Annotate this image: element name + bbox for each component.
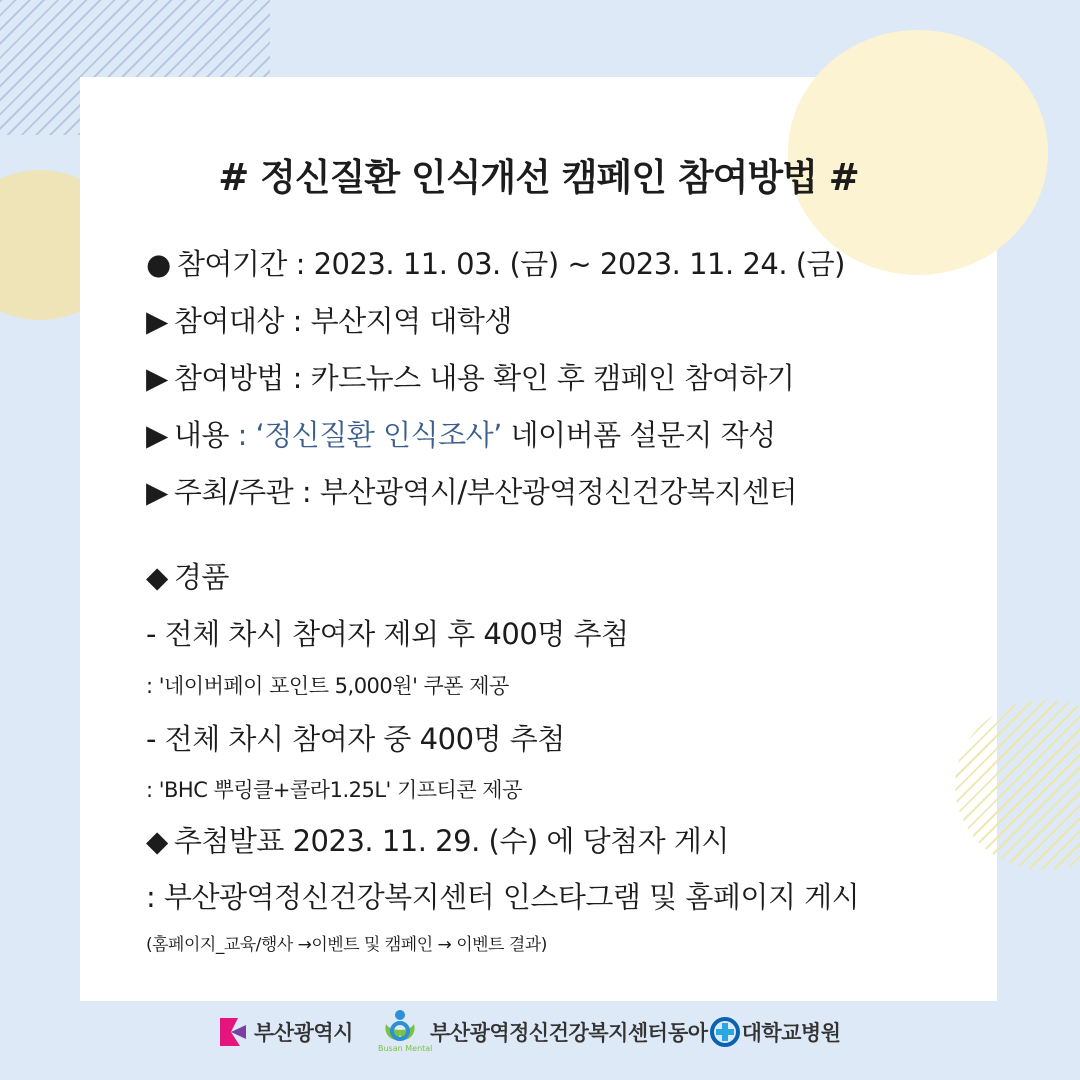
busan-b-icon bbox=[218, 1016, 248, 1048]
prize-item-2: - 전체 차시 참여자 중 400명 추첨 bbox=[146, 722, 565, 756]
mental-health-icon: Busan Mental bbox=[380, 1008, 424, 1056]
hospital-cross-icon bbox=[710, 1017, 740, 1047]
prize-item-1: - 전체 차시 참여자 제외 후 400명 추첨 bbox=[146, 617, 629, 651]
triangle-bullet-icon: ▶ bbox=[146, 304, 168, 338]
triangle-bullet-icon: ▶ bbox=[146, 361, 168, 395]
target-line: ▶ 참여대상 : 부산지역 대학생 bbox=[146, 304, 512, 338]
busan-city-logo: 부산광역시 bbox=[218, 1008, 353, 1056]
footer-logos bbox=[0, 1008, 1080, 1058]
page-title: # 정신질환 인식개선 캠페인 참여방법 # bbox=[218, 156, 859, 199]
host-line: ▶ 주최/주관 : 부산광역시/부산광역정신건강복지센터 bbox=[146, 475, 797, 509]
prize-item-1-detail: : '네이버페이 포인트 5,000원' 쿠폰 제공 bbox=[146, 674, 509, 698]
method-line: ▶ 참여방법 : 카드뉴스 내용 확인 후 캠페인 참여하기 bbox=[146, 361, 795, 395]
donga-hospital-logo: 동아 대학교병원 bbox=[668, 1008, 841, 1056]
diamond-bullet-icon: ◆ bbox=[146, 560, 168, 594]
diamond-bullet-icon: ◆ bbox=[146, 824, 168, 858]
content-line: ▶ 내용 : ‘정신질환 인식조사’ 네이버폼 설문지 작성 bbox=[146, 418, 776, 452]
triangle-bullet-icon: ▶ bbox=[146, 418, 168, 452]
notice-card bbox=[80, 77, 997, 1001]
survey-link-text[interactable]: : ‘정신질환 인식조사’ bbox=[237, 418, 502, 452]
prize-item-2-detail: : 'BHC 뿌링클+콜라1.25L' 기프티콘 제공 bbox=[146, 778, 522, 802]
dot-bullet-icon: ● bbox=[146, 247, 171, 281]
announce-line: ◆ 추첨발표 2023. 11. 29. (수) 에 당첨자 게시 bbox=[146, 824, 729, 858]
stripe-decoration-inner bbox=[955, 700, 997, 870]
period-line: ● 참여기간 : 2023. 11. 03. (금) ~ 2023. 11. 24. (금) bbox=[146, 247, 845, 281]
prize-heading: ◆ 경품 bbox=[146, 560, 229, 594]
mental-health-center-logo: Busan Mental 부산광역정신건강복지센터 bbox=[380, 1008, 667, 1056]
announce-path: (홈페이지_교육/행사 →이벤트 및 캠페인 → 이벤트 결과) bbox=[146, 935, 547, 955]
triangle-bullet-icon: ▶ bbox=[146, 475, 168, 509]
announce-detail: : 부산광역정신건강복지센터 인스타그램 및 홈페이지 게시 bbox=[146, 880, 860, 914]
